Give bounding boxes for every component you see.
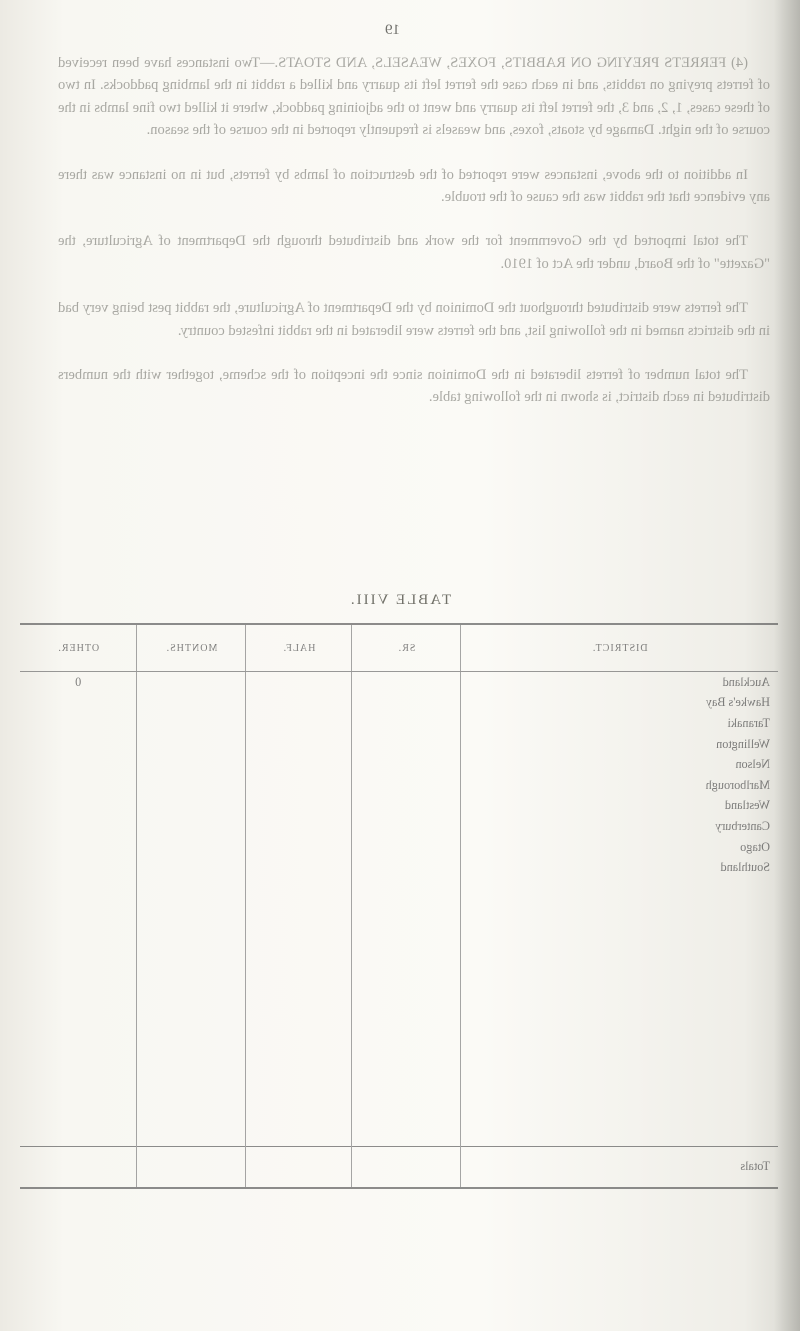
table-row: [20, 672, 778, 693]
row-label-cell: [461, 919, 778, 940]
table-row: [20, 754, 778, 775]
value-cell: [352, 796, 461, 817]
value-cell: [137, 816, 246, 837]
row-label-cell: [461, 899, 778, 920]
value-cell: [352, 775, 461, 796]
table-row: [20, 1043, 778, 1064]
value-cell: [137, 672, 246, 693]
value-cell: [246, 672, 352, 693]
value-cell: [352, 940, 461, 961]
value-cell: [20, 1043, 137, 1064]
value-cell: [137, 1104, 246, 1125]
value-cell: [20, 816, 137, 837]
value-cell: [246, 837, 352, 858]
row-label-cell: [461, 1104, 778, 1125]
value-cell: [246, 1084, 352, 1105]
value-cell: [20, 693, 137, 714]
value-cell: [20, 940, 137, 961]
table-header-row: [20, 624, 778, 672]
value-cell: [20, 878, 137, 899]
value-cell: [20, 981, 137, 1002]
table-row: [20, 1002, 778, 1023]
table-row: [20, 816, 778, 837]
column-header: OTHER.: [20, 624, 137, 672]
value-cell: [246, 878, 352, 899]
value-cell: [352, 713, 461, 734]
value-cell: [352, 734, 461, 755]
row-label-cell: [461, 940, 778, 961]
table-row: [20, 713, 778, 734]
value-cell: [246, 775, 352, 796]
table-row: [20, 1084, 778, 1105]
row-label-cell: [461, 1084, 778, 1105]
row-label-cell: [461, 1125, 778, 1146]
value-cell: [246, 1002, 352, 1023]
row-label-cell: Taranaki: [727, 715, 770, 730]
table-row: [20, 899, 778, 920]
value-cell: [352, 1022, 461, 1043]
value-cell: [352, 919, 461, 940]
value-cell: [137, 1022, 246, 1043]
value-cell: [352, 754, 461, 775]
table-row: [20, 775, 778, 796]
value-cell: [137, 837, 246, 858]
value-cell: [20, 919, 137, 940]
value-cell: [20, 1104, 137, 1125]
row-label-cell: Southland: [720, 860, 770, 875]
value-cell: [20, 1063, 137, 1084]
value-cell: [20, 1002, 137, 1023]
table-row: [20, 878, 778, 899]
value-cell: [20, 1084, 137, 1105]
value-cell: 0: [20, 672, 137, 693]
data-table: [20, 623, 778, 1189]
value-cell: [137, 754, 246, 775]
value-cell: [352, 857, 461, 878]
table-title: TABLE VIII.: [348, 592, 452, 608]
page-number: 19: [385, 22, 400, 38]
table-row: [20, 734, 778, 755]
row-label-cell: [461, 1043, 778, 1064]
value-cell: [246, 1125, 352, 1146]
value-cell: [137, 796, 246, 817]
row-label-cell: [461, 1022, 778, 1043]
table-row: [20, 693, 778, 714]
value-cell: [352, 1043, 461, 1064]
row-label-cell: Totals: [461, 1146, 778, 1188]
table-row: [20, 960, 778, 981]
row-label-cell: [461, 1063, 778, 1084]
value-cell: [246, 940, 352, 961]
value-cell: [20, 796, 137, 817]
value-cell: [246, 754, 352, 775]
value-cell: [352, 837, 461, 858]
column-header: MONTHS.: [137, 624, 246, 672]
value-cell: [137, 775, 246, 796]
value-cell: [137, 1146, 246, 1188]
value-cell: [137, 878, 246, 899]
row-label-cell: Wellington: [716, 736, 770, 751]
value-cell: [20, 1125, 137, 1146]
table-row: [20, 1104, 778, 1125]
row-label-cell: Marlborough: [705, 777, 770, 792]
value-cell: [352, 1063, 461, 1084]
bleed-paragraph: In addition to the above, instances were reported of the destruction of lambs by ferrets, but in no instance was there any evidence that the rabbit was the cause of the trouble.: [58, 166, 770, 206]
value-cell: [20, 899, 137, 920]
bleed-paragraph: The total number of ferrets liberated in the Dominion since the inception of the scheme, together with the numbers distributed in each district, is shown in the following table.: [58, 367, 770, 406]
value-cell: [246, 1043, 352, 1064]
bleed-through-text: [58, 52, 770, 431]
value-cell: [246, 1063, 352, 1084]
table-row: [20, 837, 778, 858]
value-cell: [352, 878, 461, 899]
value-cell: [246, 981, 352, 1002]
value-cell: [137, 981, 246, 1002]
table-row: [20, 857, 778, 878]
value-cell: [246, 713, 352, 734]
value-cell: [246, 1022, 352, 1043]
column-header: DISTRICT.: [461, 624, 778, 672]
value-cell: [246, 816, 352, 837]
value-cell: [20, 734, 137, 755]
row-label-cell: Canterbury: [715, 818, 770, 833]
value-cell: [352, 899, 461, 920]
table-row: [20, 940, 778, 961]
value-cell: [20, 1146, 137, 1188]
value-cell: [246, 919, 352, 940]
value-cell: [352, 1104, 461, 1125]
value-cell: [352, 816, 461, 837]
column-header: HALF.: [246, 624, 352, 672]
value-cell: [137, 960, 246, 981]
value-cell: [20, 960, 137, 981]
value-cell: [246, 960, 352, 981]
value-cell: [246, 734, 352, 755]
value-cell: [137, 857, 246, 878]
value-cell: [352, 1125, 461, 1146]
value-cell: [137, 1125, 246, 1146]
table-row: [20, 796, 778, 817]
value-cell: [246, 1146, 352, 1188]
value-cell: [20, 775, 137, 796]
value-cell: [352, 981, 461, 1002]
row-label-cell: Hawke's Bay: [705, 695, 770, 710]
row-label-cell: [461, 878, 778, 899]
value-cell: [137, 899, 246, 920]
table-row: [20, 919, 778, 940]
value-cell: [137, 734, 246, 755]
value-cell: [246, 899, 352, 920]
row-label-cell: [461, 960, 778, 981]
value-cell: [137, 940, 246, 961]
value-cell: [137, 1002, 246, 1023]
value-cell: [246, 1104, 352, 1125]
value-cell: [352, 1002, 461, 1023]
row-label-cell: [461, 1002, 778, 1023]
bleed-paragraph: The ferrets were distributed throughout the Dominion by the Department of Agriculture, the rabbit pest being very bad in the districts named in the following list, and the ferrets were liberated in the rabbit infested country.: [58, 300, 770, 339]
table-row: [20, 981, 778, 1002]
column-header: SR.: [352, 624, 461, 672]
row-label-cell: Otago: [740, 839, 770, 854]
bleed-paragraph: The total imported by the Government for the work and distributed through the Department of Agriculture, the "Gazette" of the Board, under the Act of 1910.: [58, 233, 770, 272]
row-label-cell: Westland: [724, 798, 770, 813]
bleed-table: [20, 623, 778, 1189]
value-cell: [137, 919, 246, 940]
value-cell: [137, 713, 246, 734]
value-cell: [137, 1084, 246, 1105]
row-label-cell: Nelson: [735, 757, 770, 772]
table-total-row: [20, 1146, 778, 1188]
value-cell: [246, 693, 352, 714]
bleed-paragraph: (4) FERRETS PREYING ON RABBITS, FOXES, WEASELS, AND STOATS.—Two instances have been received of ferrets preying on rabbits, and in each case the ferret left its quarry and killed a rabbit in the lambing paddocks. In two of these cases, 1, 2, and 3, the ferret left its quarry and went to the adjoining paddock, where it killed two fine lambs in the course of the night. Damage by stoats, foxes, and weasels is frequently reported in the course of the season.: [58, 55, 770, 139]
value-cell: [352, 672, 461, 693]
value-cell: [352, 1146, 461, 1188]
table-body: [20, 672, 778, 1188]
value-cell: [352, 693, 461, 714]
value-cell: [352, 1084, 461, 1105]
value-cell: [137, 1063, 246, 1084]
value-cell: [352, 960, 461, 981]
value-cell: [137, 693, 246, 714]
value-cell: [20, 857, 137, 878]
value-cell: [137, 1043, 246, 1064]
row-label-cell: Auckland: [722, 674, 770, 689]
value-cell: [246, 796, 352, 817]
table-row: [20, 1063, 778, 1084]
value-cell: [246, 857, 352, 878]
value-cell: [20, 1022, 137, 1043]
value-cell: [20, 754, 137, 775]
value-cell: [20, 713, 137, 734]
value-cell: [20, 837, 137, 858]
table-row: [20, 1125, 778, 1146]
row-label-cell: [461, 981, 778, 1002]
table-row: [20, 1022, 778, 1043]
